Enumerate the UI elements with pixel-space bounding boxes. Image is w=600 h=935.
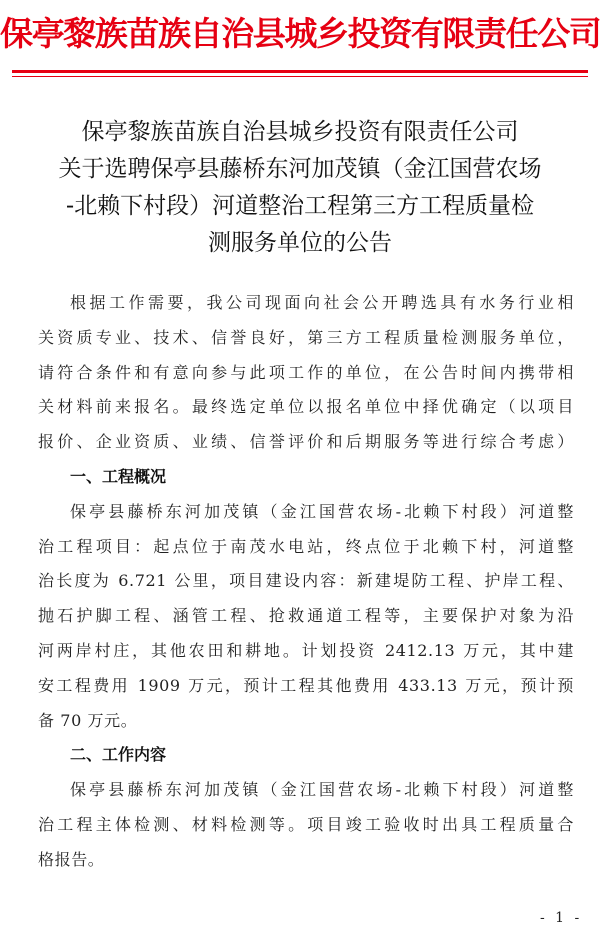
section-heading-project-overview: 一、工程概况 (70, 466, 167, 486)
body-line: 治长度为 6.721 公里，项目建设内容：新建堤防工程、护岸工程、 (38, 571, 574, 591)
body-line: 根据工作需要，我公司现面向社会公开聘选具有水务行业相 (70, 293, 574, 312)
body-line: 安工程费用 1909 万元，预计工程其他费用 433.13 万元，预计预 (38, 675, 574, 695)
title-line: -北赖下村段）河道整治工程第三方工程质量检 (65, 193, 535, 219)
body-line: 抛石护脚工程、涵管工程、抢救通道工程等，主要保护对象为沿 (38, 606, 574, 626)
letterhead-red-rule-thin (12, 76, 588, 77)
title-line: 保亭黎族苗族自治县城乡投资有限责任公司 (81, 119, 519, 145)
body-line: 格报告。 (38, 849, 105, 869)
body-line: 请符合条件和有意向参与此项工作的单位，在公告时间内携带相 (38, 362, 574, 382)
project-overview-paragraph (0, 495, 600, 739)
body-line: 治工程主体检测、材料检测等。项目竣工验收时出具工程质量合 (38, 814, 574, 834)
body-line: 关资质专业、技术、信誉良好，第三方工程质量检测服务单位， (38, 327, 574, 347)
section-heading-work-content: 二、工作内容 (70, 745, 167, 765)
title-line: 测服务单位的公告 (208, 230, 392, 256)
announcement-title (0, 114, 600, 262)
body-line: 备 70 万元。 (38, 710, 138, 730)
body-line: 报价、企业资质、业绩、信誉评价和后期服务等进行综合考虑） (38, 432, 574, 452)
work-content-paragraph (0, 773, 600, 877)
intro-paragraph (0, 286, 600, 460)
body-line: 关材料前来报名。最终选定单位以报名单位中择优确定（以项目 (38, 397, 574, 417)
body-line: 保亭县藤桥东河加茂镇（金江国营农场-北赖下村段）河道整 (70, 501, 574, 521)
letterhead-org-name: 保亭黎族苗族自治县城乡投资有限责任公司 (0, 14, 600, 53)
body-line: 治工程项目：起点位于南茂水电站，终点位于北赖下村，河道整 (38, 536, 574, 556)
body-line: 河两岸村庄，其他农田和耕地。计划投资 2412.13 万元，其中建 (38, 640, 574, 660)
title-line: 关于选聘保亭县藤桥东河加茂镇（金江国营农场 (58, 156, 542, 182)
letterhead-red-rule-thick (12, 70, 588, 73)
announcement-body (0, 286, 600, 878)
body-line: 保亭县藤桥东河加茂镇（金江国营农场-北赖下村段）河道整 (70, 780, 574, 800)
page-number: - 1 - (540, 910, 583, 926)
